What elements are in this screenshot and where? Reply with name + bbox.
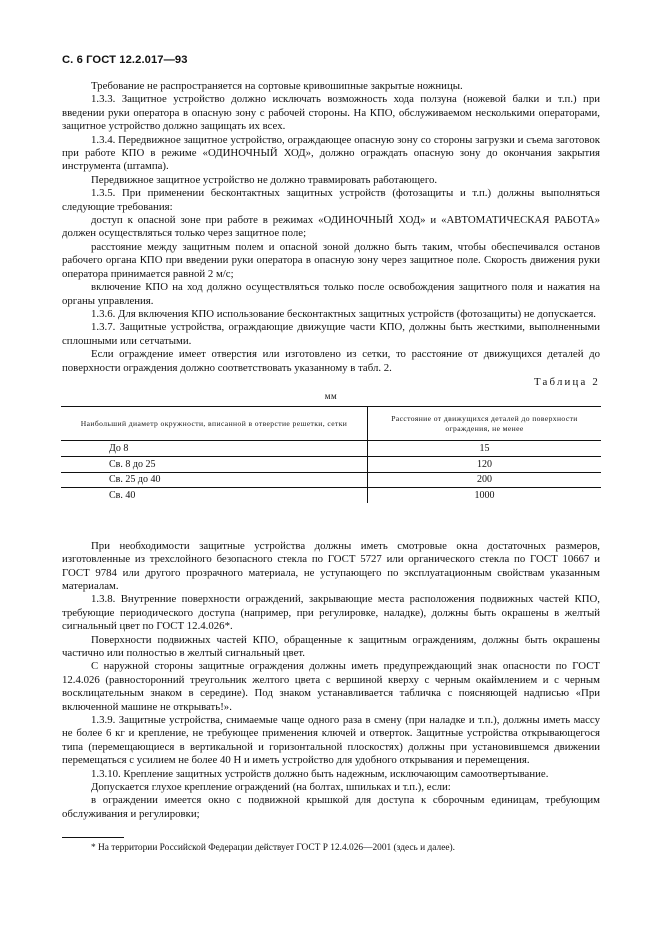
footnote: * На территории Российской Федерации действует ГОСТ Р 12.4.026—2001 (здесь и далее). bbox=[91, 843, 455, 854]
paragraph: 1.3.10. Крепление защитных устройств должно быть надежным, исключающим самоотвертывание. bbox=[91, 767, 549, 780]
table-header-distance: Расстояние от движущихся деталей до поверхности ограждения, не менее bbox=[368, 407, 602, 441]
table-row bbox=[61, 441, 601, 457]
table-row bbox=[61, 472, 601, 488]
paragraph: Допускается глухое крепление ограждений (на болтах, шпильках и т.п.), если: bbox=[91, 781, 451, 794]
table-row bbox=[61, 488, 601, 503]
table-header-diameter: Наибольший диаметр окружности, вписанной в отверстие решетки, сетки bbox=[61, 407, 368, 441]
table-unit: мм bbox=[324, 391, 338, 402]
paragraph: С наружной стороны защитные ограждения должны иметь предупреждающий знак опасности по ГОСТ 12.4.026 (равносторонний треугольник желтого цвета с вершиной кверху с черным окаймлением и с черным восклицательным знаком в середине). Под знаком устанавливается табличка с поясняющей надписью «При включенной машине не открывать!». bbox=[62, 660, 600, 713]
page-header: С. 6 ГОСТ 12.2.017—93 bbox=[62, 54, 188, 66]
paragraph: 1.3.4. Передвижное защитное устройство, ограждающее опасную зону со стороны загрузки и съема заготовок при работе КПО в режиме «ОДИНОЧНЫЙ ХОД», должно ограждать опасную зону до окончания закрытия инструмента (штампа). bbox=[62, 133, 600, 173]
paragraph: Требование не распространяется на сортовые кривошипные закрытые ножницы. bbox=[91, 80, 463, 92]
table-cell: До 8 bbox=[61, 441, 368, 457]
paragraph: 1.3.7. Защитные устройства, ограждающие движущие части КПО, должны быть жесткими, выполненными сплошными или сетчатыми. bbox=[62, 321, 600, 347]
paragraph: расстояние между защитным полем и опасной зоной должно быть таким, чтобы обеспечивался останов рабочего органа КПО при введении руки оператора в опасную зону через защитное поле. Скорость движения руки оператора принимается равной 2 м/с; bbox=[62, 240, 600, 280]
paragraph: 1.3.3. Защитное устройство должно исключать возможность хода ползуна (ножевой балки и т.п.) при введении руки оператора в опасную зону с рабочей стороны. На КПО, обслуживаемом несколькими операторами, защитное устройство должно защищать их всех. bbox=[62, 93, 600, 133]
paragraph: Передвижное защитное устройство не должно травмировать работающего. bbox=[91, 173, 438, 186]
paragraph: в ограждении имеется окно с подвижной крышкой для доступа к сборочным единицам, требующим обслуживания и регулировки; bbox=[62, 794, 600, 820]
table-cell: Св. 25 до 40 bbox=[61, 472, 368, 488]
table-cell: Св. 40 bbox=[61, 488, 368, 503]
table-row bbox=[61, 456, 601, 472]
paragraphs-after-table bbox=[62, 540, 600, 822]
paragraph: доступ к опасной зоне при работе в режимах «ОДИНОЧНЫЙ ХОД» и «АВТОМАТИЧЕСКАЯ РАБОТА» должен осуществляться только через защитное поле; bbox=[62, 214, 600, 240]
table-cell: 120 bbox=[368, 456, 602, 472]
table-cell: 1000 bbox=[474, 489, 495, 501]
paragraph: включение КПО на ход должно осуществляться только после освобождения защитного поля и нажатия на органы управления. bbox=[62, 281, 600, 307]
paragraph: При необходимости защитные устройства должны иметь смотровые окна достаточных размеров, изготовленные из трехслойного безопасного стекла по ГОСТ 5727 или органического стекла по ГОСТ 10667 и ГОСТ 9784 или другого прозрачного материала, не уступающего по эксплуатационным свойствам указанным материалам. bbox=[62, 539, 600, 592]
distance-table bbox=[61, 406, 601, 502]
paragraph: Если ограждение имеет отверстия или изготовлено из сетки, то расстояние от движущихся деталей до поверхности ограждения должно соответствовать указанному в табл. 2. bbox=[62, 348, 600, 374]
document-body bbox=[62, 80, 600, 854]
paragraph: 1.3.9. Защитные устройства, снимаемые чаще одного раза в смену (при наладке и т.п.), должны иметь массу не более 6 кг и крепление, не требующее применения ключей и отверток. Защитные устройства открывающегося типа (перемещающиеся в вертикальной и горизонтальной плоскостях) должны при установившемся движении перемещаться с усилием не более 40 Н и иметь устройство для удобного открывания и перемещения. bbox=[62, 714, 600, 767]
paragraph: 1.3.5. При применении бесконтактных защитных устройств (фотозащиты и т.п.) должны выполняться следующие требования: bbox=[62, 187, 600, 213]
table-header-row bbox=[61, 407, 601, 441]
paragraph: 1.3.8. Внутренние поверхности ограждений, закрывающие места расположения подвижных частей КПО, требующие периодического доступа (например, при регулировке, наладке), должны быть окрашены в желтый сигнальный цвет по ГОСТ 12.4.026*. bbox=[62, 593, 600, 633]
table-caption: Таблица 2 bbox=[534, 375, 600, 388]
table-cell: Св. 8 до 25 bbox=[61, 456, 368, 472]
table-cell: 15 bbox=[368, 441, 602, 457]
paragraph: 1.3.6. Для включения КПО использование бесконтактных защитных устройств (фотозащиты) не допускается. bbox=[91, 307, 596, 320]
footnote-divider bbox=[62, 837, 124, 838]
paragraph: Поверхности подвижных частей КПО, обращенные к защитным ограждениям, должны быть окрашены частично или полностью в желтый сигнальный цвет. bbox=[62, 633, 600, 659]
table-cell: 200 bbox=[368, 472, 602, 488]
